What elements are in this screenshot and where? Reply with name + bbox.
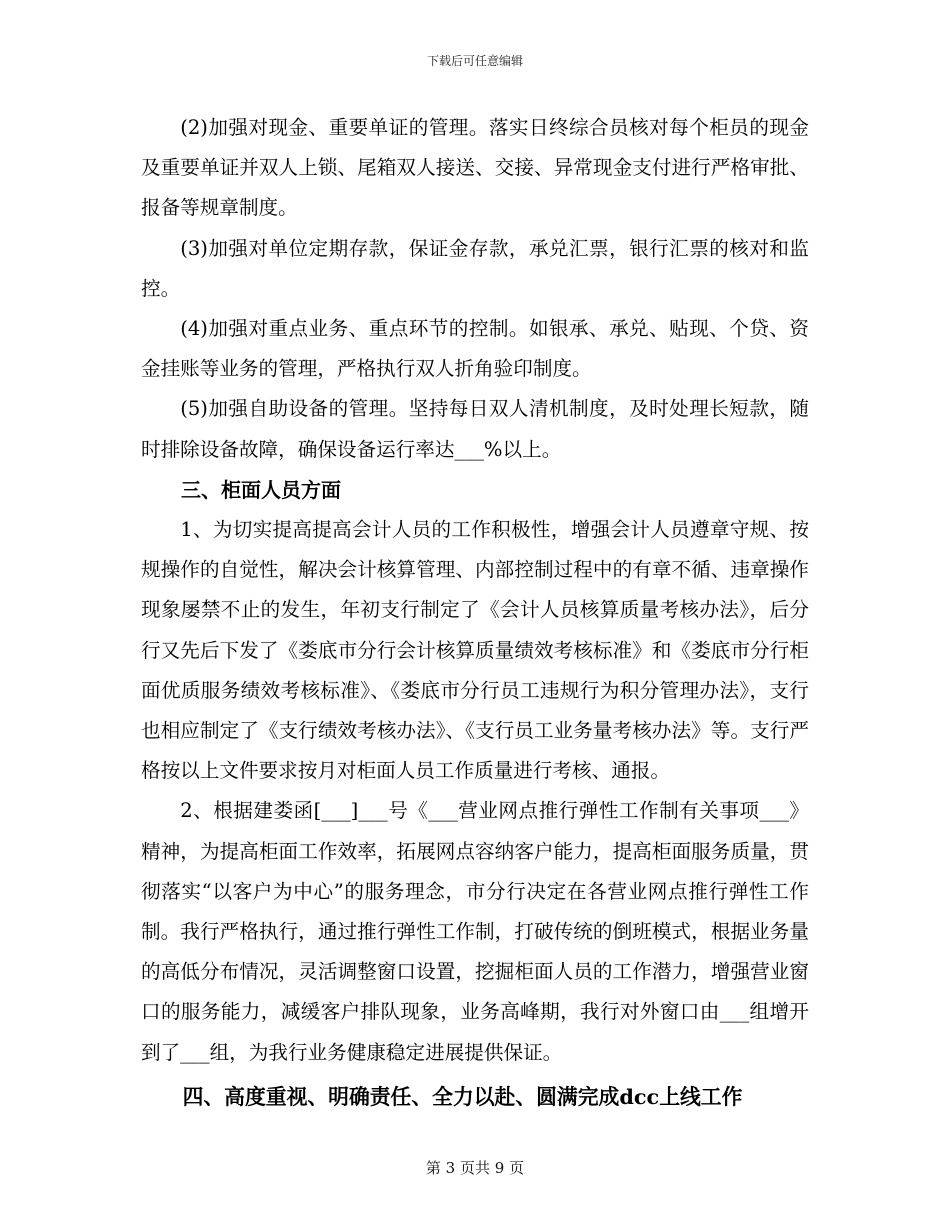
- document-body: [141, 108, 809, 1117]
- paragraph-flexible-working: 2、根据建娄函[___]___号《___营业网点推行弹性工作制有关事项___》精神，为提高柜面工作效率，拓展网点容纳客户能力，提高柜面服务质量，贯彻落实“以客户为中心”的服务理念，市分行决定在各营业网点推行弹性工作制。我行严格执行，通过推行弹性工作制，打破传统的倒班模式，根据业务量的高低分布情况，灵活调整窗口设置，挖掘柜面人员的工作潜力，增强营业窗口的服务能力，减缓客户排队现象，业务高峰期，我行对外窗口由___组增开到了___组，为我行业务健康稳定进展提供保证。: [141, 799, 809, 1064]
- paragraph-key-business-control: (4)加强对重点业务、重点环节的控制。如银承、承兑、贴现、个贷、资金挂账等业务的管理，严格执行双人折角验印制度。: [141, 317, 809, 381]
- page-header: 下载后可任意编辑: [426, 54, 523, 68]
- paragraph-deposit-monitoring: (3)加强对单位定期存款，保证金存款，承兑汇票，银行汇票的核对和监控。: [141, 236, 809, 300]
- paragraph-self-service-devices: (5)加强自助设备的管理。坚持每日双人清机制度，及时处理长短款，随时排除设备故障，确保设备运行率达___%以上。: [141, 397, 809, 461]
- paragraph-assessment-measures: 1、为切实提高提高会计人员的工作积极性，增强会计人员遵章守规、按规操作的自觉性，解决会计核算管理、内部控制过程中的有章不循、违章操作现象屡禁不止的发生，年初支行制定了《会计人员核算质量考核办法》，后分行又先后下发了《娄底市分行会计核算质量绩效考核标准》和《娄底市分行柜面优质服务绩效考核标准》、《娄底市分行员工违规行为积分管理办法》，支行也相应制定了《支行绩效考核办法》、《支行员工业务量考核办法》等。支行严格按以上文件要求按月对柜面人员工作质量进行考核、通报。: [141, 518, 809, 783]
- section-heading-counter-staff: 三、柜面人员方面: [181, 477, 341, 502]
- paragraph-cash-management: (2)加强对现金、重要单证的管理。落实日终综合员核对每个柜员的现金及重要单证并双人上锁、尾箱双人接送、交接、异常现金支付进行严格审批、报备等规章制度。: [141, 116, 809, 220]
- page-footer: 第 3 页共 9 页: [425, 1159, 525, 1177]
- section-heading-dcc-launch: 四、高度重视、明确责任、全力以赴、圆满完成dcc上线工作: [182, 1083, 743, 1109]
